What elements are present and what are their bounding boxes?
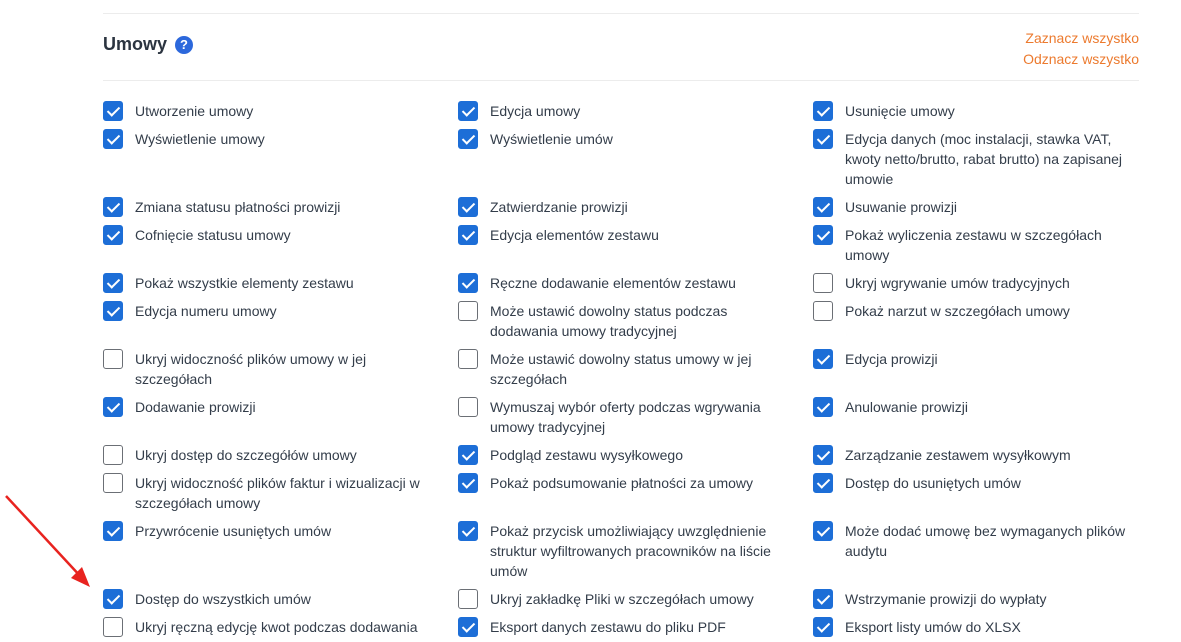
permission-item[interactable] xyxy=(813,589,1139,609)
permission-item[interactable] xyxy=(103,397,428,417)
header-divider xyxy=(103,80,1139,81)
permission-label: Ukryj ręczną edycję kwot podczas dodawania xyxy=(135,619,418,635)
checkbox-checked[interactable] xyxy=(103,397,123,417)
permission-label: Pokaż podsumowanie płatności za umowy xyxy=(490,475,754,491)
permission-label: Zatwierdzanie prowizji xyxy=(490,199,628,215)
permission-label: Ukryj zakładkę Pliki w szczegółach umowy xyxy=(490,591,754,607)
section-title: Umowy xyxy=(103,34,168,54)
checkbox-checked[interactable] xyxy=(458,617,478,637)
permission-label: Dodawanie prowizji xyxy=(135,399,256,415)
permission-label: Podgląd zestawu wysyłkowego xyxy=(490,447,683,463)
permission-item[interactable] xyxy=(458,101,783,121)
checkbox-unchecked[interactable] xyxy=(103,445,123,465)
checkbox-checked[interactable] xyxy=(813,349,833,369)
permission-item[interactable] xyxy=(813,445,1139,465)
permission-item[interactable] xyxy=(103,301,428,321)
permission-item[interactable] xyxy=(458,225,783,245)
checkbox-checked[interactable] xyxy=(813,129,833,149)
checkbox-checked[interactable] xyxy=(813,101,833,121)
permission-label: Edycja numeru umowy xyxy=(135,303,277,319)
checkbox-checked[interactable] xyxy=(813,473,833,493)
permission-label: Zarządzanie zestawem wysyłkowym xyxy=(845,447,1071,463)
checkbox-checked[interactable] xyxy=(813,521,833,541)
permission-item[interactable] xyxy=(813,101,1139,121)
permission-item[interactable] xyxy=(458,445,783,465)
permission-item[interactable] xyxy=(458,349,783,389)
checkbox-checked[interactable] xyxy=(458,473,478,493)
permission-label: Ukryj widoczność plików faktur i wizualizacji w szczegółach umowy xyxy=(135,475,420,511)
permission-item[interactable] xyxy=(813,225,1139,265)
permission-item[interactable] xyxy=(458,273,783,293)
permission-label: Wyświetlenie umowy xyxy=(135,131,265,147)
checkbox-checked[interactable] xyxy=(103,129,123,149)
permission-item[interactable] xyxy=(103,617,428,637)
permission-label: Edycja umowy xyxy=(490,103,581,119)
deselect-all-link[interactable]: Odznacz wszystko xyxy=(1023,51,1139,67)
permission-label: Ukryj dostęp do szczegółów umowy xyxy=(135,447,357,463)
checkbox-checked[interactable] xyxy=(458,445,478,465)
checkbox-checked[interactable] xyxy=(813,197,833,217)
checkbox-checked[interactable] xyxy=(813,225,833,245)
permission-item[interactable] xyxy=(103,273,428,293)
checkbox-unchecked[interactable] xyxy=(458,397,478,417)
permission-label: Wstrzymanie prowizji do wypłaty xyxy=(845,591,1047,607)
permission-label: Pokaż narzut w szczegółach umowy xyxy=(845,303,1070,319)
checkbox-checked[interactable] xyxy=(458,225,478,245)
checkbox-checked[interactable] xyxy=(103,197,123,217)
permission-item[interactable] xyxy=(458,197,783,217)
permission-label: Zmiana statusu płatności prowizji xyxy=(135,199,341,215)
permission-item[interactable] xyxy=(813,349,1139,369)
permission-label: Edycja prowizji xyxy=(845,351,938,367)
select-all-link[interactable]: Zaznacz wszystko xyxy=(1025,30,1139,46)
checkbox-checked[interactable] xyxy=(458,129,478,149)
permission-item[interactable] xyxy=(458,301,783,341)
permission-label: Przywrócenie usuniętych umów xyxy=(135,523,332,539)
permission-item[interactable] xyxy=(458,129,783,149)
permission-label: Edycja elementów zestawu xyxy=(490,227,659,243)
permission-label: Dostęp do usuniętych umów xyxy=(845,475,1021,491)
checkbox-unchecked[interactable] xyxy=(458,301,478,321)
checkbox-unchecked[interactable] xyxy=(103,617,123,637)
permission-item[interactable] xyxy=(458,617,783,637)
checkbox-checked[interactable] xyxy=(103,101,123,121)
checkbox-checked[interactable] xyxy=(458,101,478,121)
checkbox-unchecked[interactable] xyxy=(103,349,123,369)
checkbox-unchecked[interactable] xyxy=(458,589,478,609)
permission-item[interactable] xyxy=(813,129,1139,189)
checkbox-checked[interactable] xyxy=(103,521,123,541)
permission-label: Anulowanie prowizji xyxy=(845,399,968,415)
permission-label: Wyświetlenie umów xyxy=(490,131,613,147)
permission-label: Edycja danych (moc instalacji, stawka VAT, kwoty netto/brutto, rabat brutto) na zapisanej umowie xyxy=(845,131,1123,187)
permission-label: Pokaż wyliczenia zestawu w szczegółach umowy xyxy=(845,227,1102,263)
checkbox-unchecked[interactable] xyxy=(813,301,833,321)
permission-item[interactable] xyxy=(103,589,428,609)
checkbox-checked[interactable] xyxy=(103,273,123,293)
permission-label: Może ustawić dowolny status podczas dodawania umowy tradycyjnej xyxy=(490,303,728,339)
section-title-wrap xyxy=(103,34,193,55)
permission-label: Może dodać umowę bez wymaganych plików audytu xyxy=(845,523,1126,559)
permission-label: Eksport listy umów do XLSX xyxy=(845,619,1021,635)
permission-label: Dostęp do wszystkich umów xyxy=(135,591,311,607)
permission-label: Wymuszaj wybór oferty podczas wgrywania umowy tradycyjnej xyxy=(490,399,761,435)
permission-item[interactable] xyxy=(103,129,428,149)
checkbox-checked[interactable] xyxy=(813,397,833,417)
checkbox-unchecked[interactable] xyxy=(103,473,123,493)
section-header xyxy=(103,28,1139,80)
permission-item[interactable] xyxy=(458,521,783,581)
permission-item[interactable] xyxy=(813,473,1139,493)
permission-label: Utworzenie umowy xyxy=(135,103,254,119)
permission-label: Ukryj widoczność plików umowy w jej szczegółach xyxy=(135,351,367,387)
checkbox-checked[interactable] xyxy=(813,445,833,465)
permission-label: Pokaż wszystkie elementy zestawu xyxy=(135,275,354,291)
checkbox-checked[interactable] xyxy=(103,589,123,609)
checkbox-checked[interactable] xyxy=(813,589,833,609)
checkbox-checked[interactable] xyxy=(103,301,123,321)
permission-item[interactable] xyxy=(103,197,428,217)
help-icon[interactable]: ? xyxy=(175,36,193,54)
permission-item[interactable] xyxy=(813,301,1139,321)
permission-item[interactable] xyxy=(813,397,1139,417)
permission-label: Usunięcie umowy xyxy=(845,103,955,119)
permission-label: Pokaż przycisk umożliwiający uwzględnienie struktur wyfiltrowanych pracowników na liście umów xyxy=(490,523,771,579)
checkbox-checked[interactable] xyxy=(813,617,833,637)
permission-item[interactable] xyxy=(103,349,428,389)
checkbox-checked[interactable] xyxy=(458,521,478,541)
bulk-links xyxy=(1023,28,1139,70)
checkbox-unchecked[interactable] xyxy=(813,273,833,293)
permission-item[interactable] xyxy=(103,101,428,121)
checkbox-checked[interactable] xyxy=(103,225,123,245)
permission-label: Może ustawić dowolny status umowy w jej szczegółach xyxy=(490,351,752,387)
permission-item[interactable] xyxy=(103,473,428,513)
permission-item[interactable] xyxy=(458,397,783,437)
checkbox-checked[interactable] xyxy=(458,273,478,293)
permission-label: Cofnięcie statusu umowy xyxy=(135,227,291,243)
checkbox-unchecked[interactable] xyxy=(458,349,478,369)
permission-item[interactable] xyxy=(813,197,1139,217)
permission-item[interactable] xyxy=(458,589,783,609)
top-divider xyxy=(103,13,1139,14)
permission-label: Eksport danych zestawu do pliku PDF xyxy=(490,619,726,635)
permission-item[interactable] xyxy=(103,445,428,465)
permission-item[interactable] xyxy=(813,521,1139,561)
permission-label: Ręczne dodawanie elementów zestawu xyxy=(490,275,736,291)
permission-item[interactable] xyxy=(458,473,783,493)
permission-item[interactable] xyxy=(813,273,1139,293)
permission-label: Usuwanie prowizji xyxy=(845,199,958,215)
permission-label: Ukryj wgrywanie umów tradycyjnych xyxy=(845,275,1070,291)
permission-item[interactable] xyxy=(103,225,428,245)
permission-item[interactable] xyxy=(813,617,1139,637)
permission-item[interactable] xyxy=(103,521,428,541)
checkbox-checked[interactable] xyxy=(458,197,478,217)
